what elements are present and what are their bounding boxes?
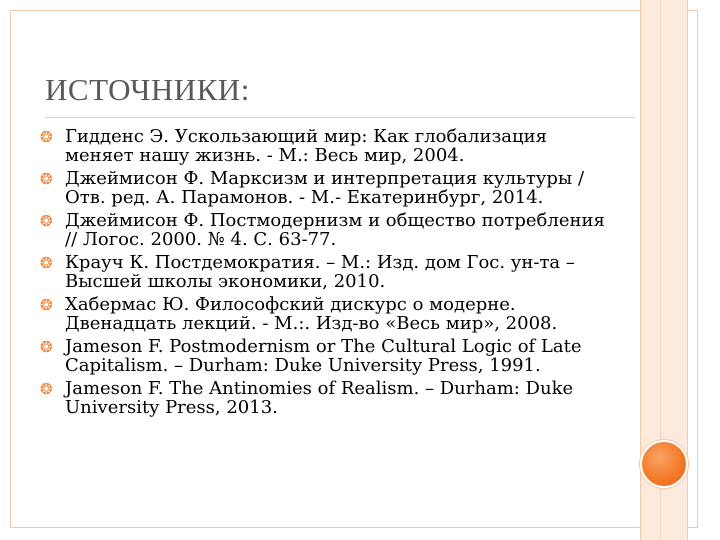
reference-text: Jameson F. The Antinomies of Realism. – Durham: Duke University Press, 2013. bbox=[65, 378, 574, 418]
reference-item bbox=[40, 379, 610, 417]
reference-item bbox=[40, 337, 610, 375]
reference-item bbox=[40, 211, 610, 249]
gear-bullet-icon: ❂ bbox=[40, 170, 53, 188]
title-divider bbox=[45, 117, 635, 118]
reference-item bbox=[40, 253, 610, 291]
gear-bullet-icon: ❂ bbox=[40, 128, 53, 146]
gear-bullet-icon: ❂ bbox=[40, 254, 53, 272]
reference-text: Гидденс Э. Ускользающий мир: Как глобализация меняет нашу жизнь. - М.: Весь мир, 2004. bbox=[65, 126, 547, 166]
reference-text: Джеймисон Ф. Марксизм и интерпретация культуры / Отв. ред. А. Парамонов. - М.- Екатеринбург, 2014. bbox=[65, 168, 585, 208]
reference-text: Крауч К. Постдемократия. – М.: Изд. дом Гос. ун-та – Высшей школы экономики, 2010. bbox=[65, 252, 575, 292]
reference-text: Джеймисон Ф. Постмодернизм и общество потребления // Логос. 2000. № 4. С. 63-77. bbox=[65, 210, 605, 250]
orange-circle-decoration bbox=[640, 440, 688, 488]
gear-bullet-icon: ❂ bbox=[40, 380, 53, 398]
slide-title: ИСТОЧНИКИ: bbox=[45, 72, 250, 107]
gear-bullet-icon: ❂ bbox=[40, 296, 53, 314]
reference-list bbox=[40, 127, 610, 421]
reference-text: Хабермас Ю. Философский дискурс о модерне. Двенадцать лекций. - М.:. Изд-во «Весь мир», 2008. bbox=[65, 294, 558, 334]
reference-item bbox=[40, 295, 610, 333]
reference-item bbox=[40, 127, 610, 165]
reference-text: Jameson F. Postmodernism or The Cultural Logic of Late Capitalism. – Durham: Duke University Press, 1991. bbox=[65, 336, 582, 376]
gear-bullet-icon: ❂ bbox=[40, 212, 53, 230]
gear-bullet-icon: ❂ bbox=[40, 338, 53, 356]
reference-item bbox=[40, 169, 610, 207]
